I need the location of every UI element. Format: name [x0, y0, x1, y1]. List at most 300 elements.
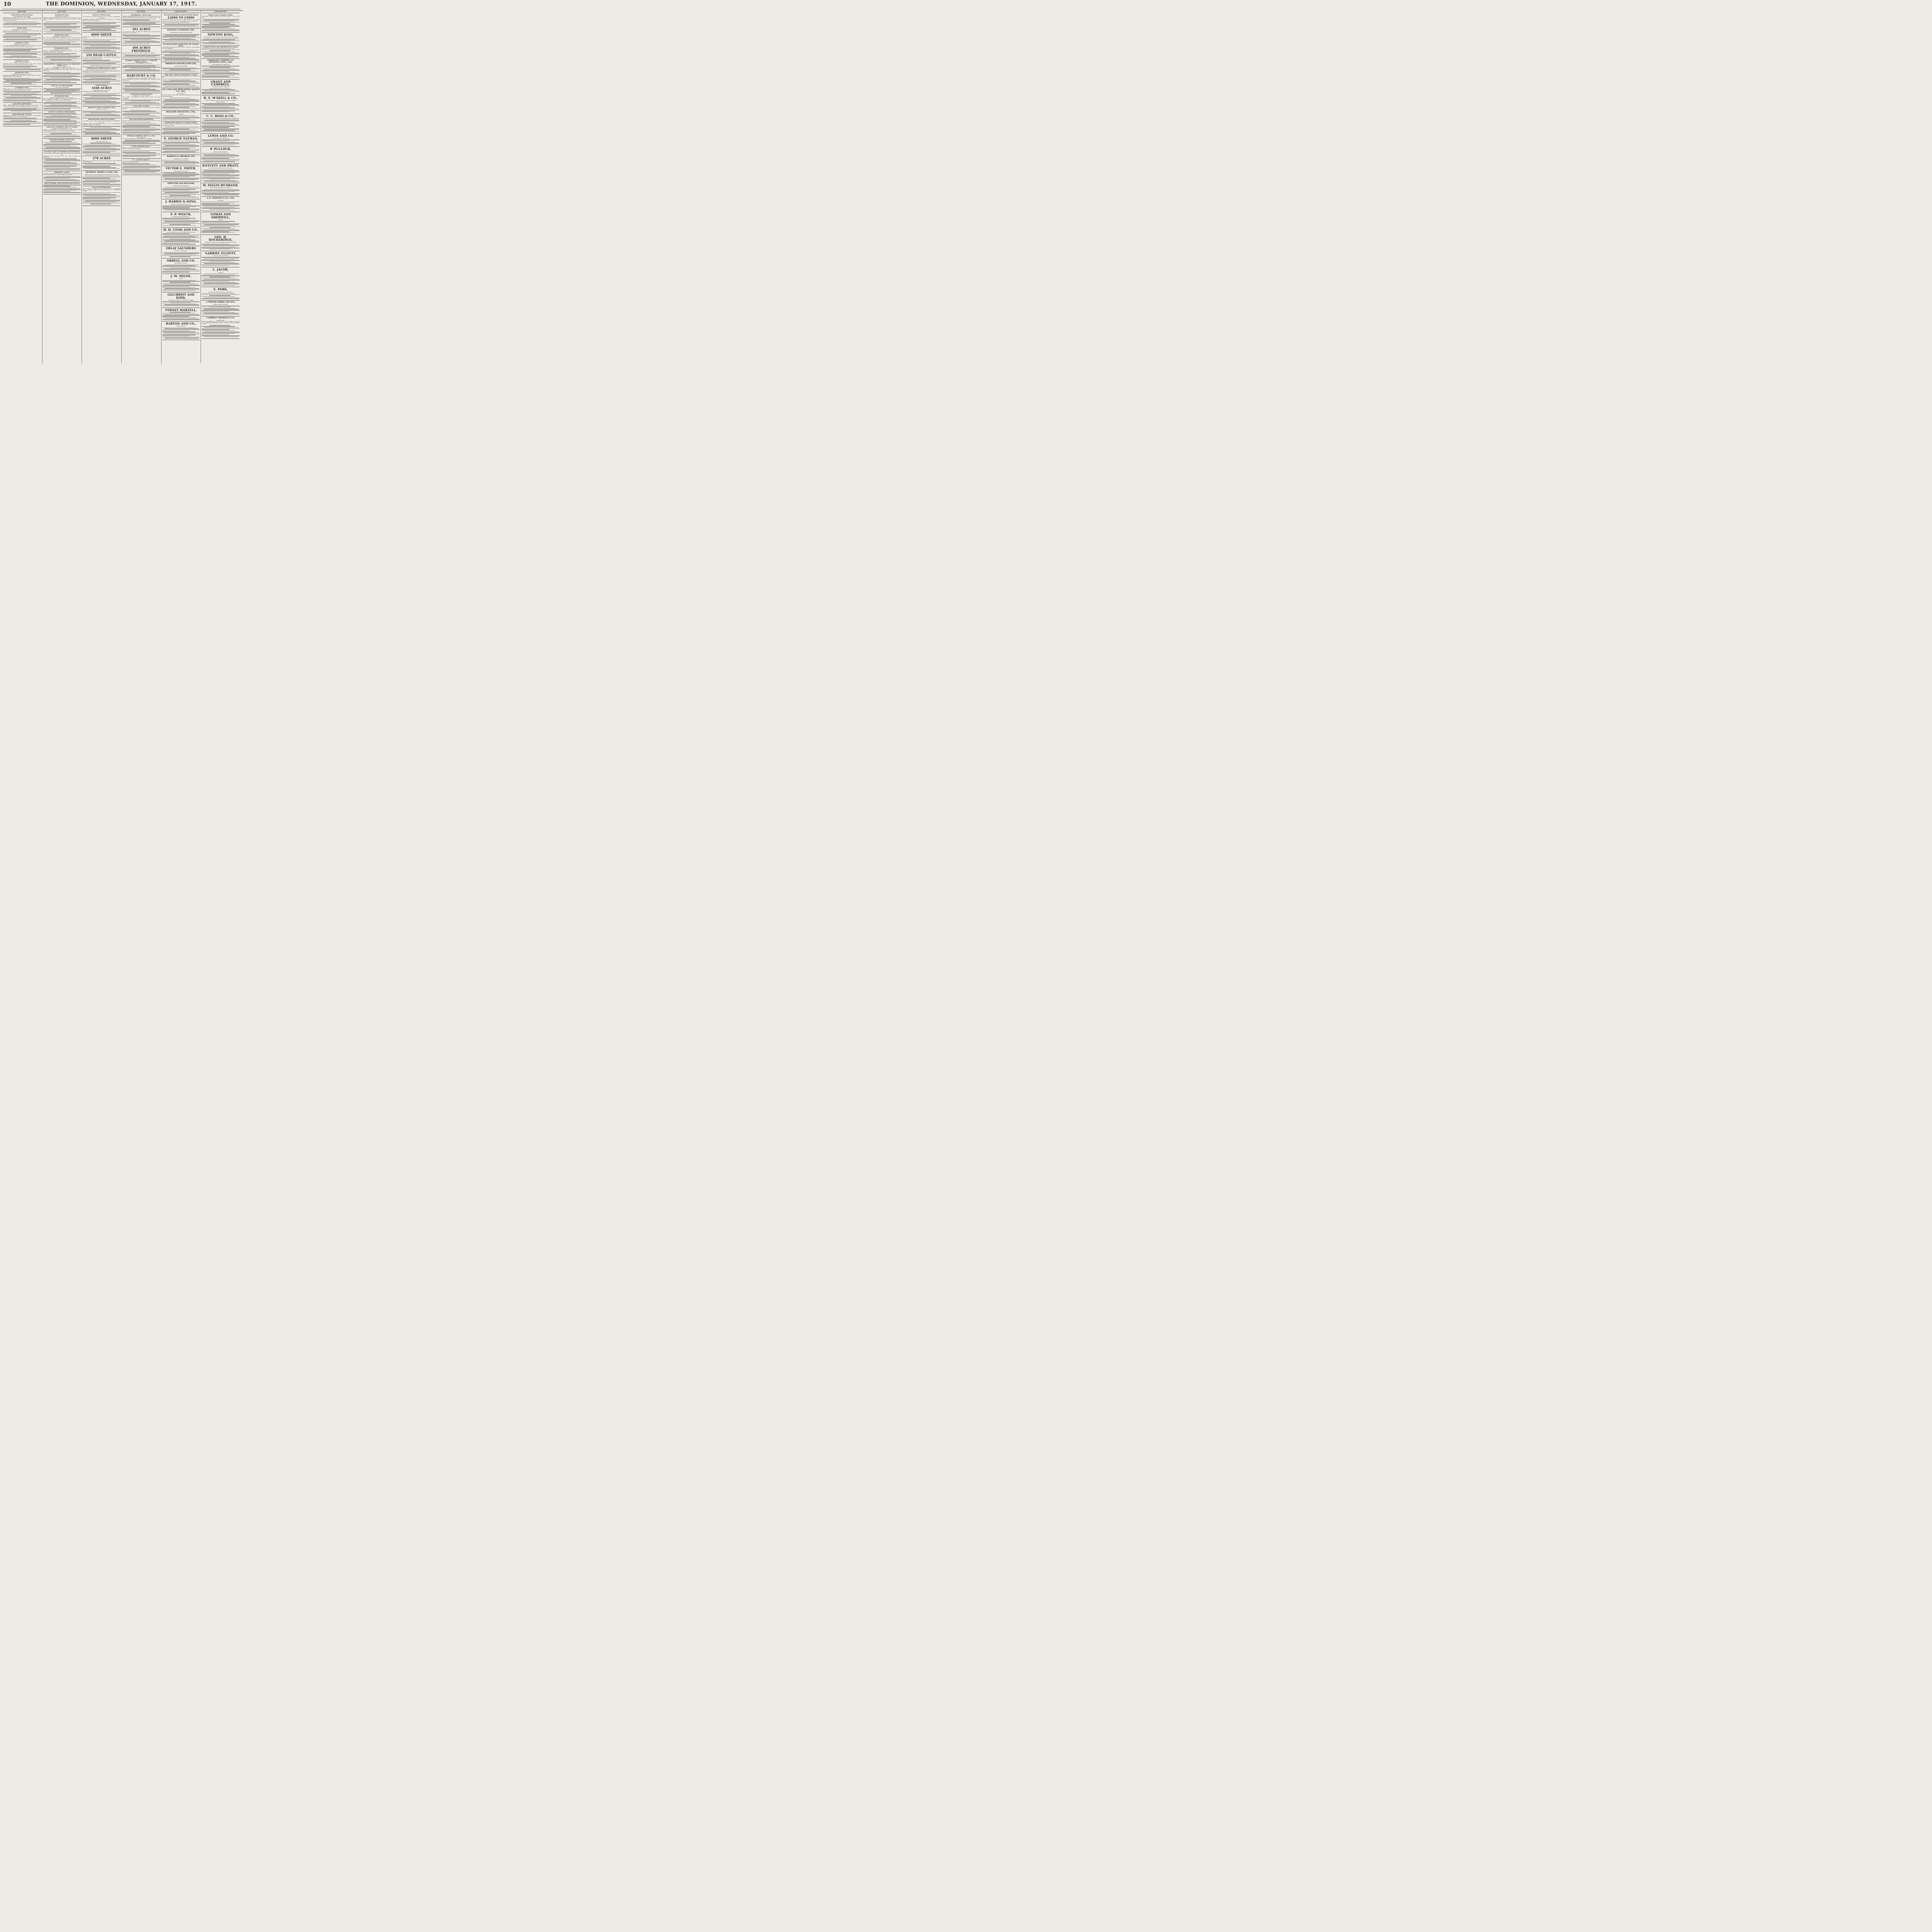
- body-copy-lines: [162, 68, 200, 72]
- text-line: [5, 97, 41, 98]
- text-line: [202, 157, 235, 158]
- ad-body: 650 ACRES, situated within 1 mile from Cheese Factory, 2 miles from rail.: [162, 75, 200, 78]
- text-line: [83, 130, 121, 131]
- column-heading: AUCTIONS.: [122, 11, 160, 13]
- ad-subtitle: LAND AGENTS, WANGANUI.: [213, 137, 229, 139]
- body-copy-lines: [3, 118, 41, 125]
- text-line: [204, 56, 239, 57]
- ad-subtitle: FEATHERSTON STREET, WELLINGTON.: [170, 32, 192, 34]
- text-line: [202, 76, 229, 77]
- text-line: [122, 115, 156, 116]
- advertisement: [162, 246, 200, 259]
- text-line: [162, 207, 189, 208]
- text-line: [3, 56, 37, 57]
- text-line: [202, 294, 240, 295]
- text-line: [3, 36, 31, 37]
- ad-subtitle: AGENTS, ETC., TE KUITI.: [174, 158, 188, 160]
- ad-title: APLEY ESTATE,: [95, 85, 108, 87]
- text-line: [162, 175, 196, 176]
- text-line: [202, 222, 229, 223]
- text-line: [83, 44, 121, 45]
- ad-display-text: W. INGLIS HUSBAND,: [203, 184, 239, 187]
- text-line: [170, 195, 190, 196]
- text-line: [43, 72, 70, 73]
- advertisement: [202, 96, 240, 114]
- text-line: [3, 50, 31, 51]
- body-copy-lines: [202, 170, 240, 182]
- text-line: [122, 38, 160, 39]
- text-line: [46, 56, 80, 57]
- text-line: [83, 64, 121, 65]
- text-line: [43, 116, 77, 117]
- text-line: [202, 159, 240, 160]
- ad-body: N.Z. LOAN AND MERCANTILE AGENCY CO., LTD., will offer for sale at 1 p.m. the following— 300 2 and 4-tooth wethers (good).: [3, 45, 41, 48]
- text-line: [83, 30, 116, 31]
- text-line: [165, 328, 199, 329]
- ad-title: NO REASONABLE OFFER WILL BE TURNED DOWN.: [163, 44, 199, 47]
- body-copy-lines: [162, 301, 200, 306]
- ad-title: MURRAY, ROBERTS AND CO., LIMITED, WELLINGTON,: [125, 60, 158, 63]
- body-copy-lines: [202, 293, 240, 299]
- advertisement: [202, 14, 240, 32]
- advertisement: [122, 93, 160, 105]
- text-line: [83, 166, 110, 167]
- ad-display-text: LEWIS AND CO.: [207, 134, 234, 138]
- text-line: [46, 117, 80, 118]
- text-line: [165, 288, 199, 289]
- text-line: [202, 329, 229, 330]
- text-line: [162, 289, 200, 290]
- body-copy-lines: [162, 172, 200, 180]
- text-line: [85, 168, 120, 169]
- ad-title: WE HAVE SEVERAL CLIENTS WITH FROM: [164, 14, 198, 16]
- text-line: [125, 124, 160, 125]
- advertisement: [162, 122, 200, 136]
- text-line: [162, 283, 196, 284]
- text-line: [162, 265, 196, 266]
- body-copy-lines: [202, 139, 240, 145]
- text-line: [85, 133, 120, 134]
- text-line: [162, 146, 200, 147]
- ad-subtitle: CLEARING SALE. TABLELANDS, MARTINBOROUGH. FEBRUARY 17, 1917.: [83, 120, 120, 123]
- ad-subtitle: LUNCHEON PROVIDED.: [55, 87, 69, 88]
- body-copy-lines: [122, 65, 160, 72]
- ad-title: IMPORTANT SUBDIVISIONAL SALE.: [87, 68, 116, 70]
- column-heading: LAND NOTICES.: [162, 11, 200, 13]
- ad-title: STOCK FOR FREEZING.: [92, 187, 111, 188]
- ad-display-text: ABRAHAM AND WILLIAMS LTD.,: [165, 63, 197, 65]
- text-line: [43, 75, 77, 76]
- text-line: [202, 74, 240, 75]
- advertisement: [202, 235, 240, 251]
- ad-subtitle: EXCEPTIONALLY EASY TERMS.: [132, 95, 150, 97]
- text-line: [202, 262, 235, 263]
- text-line: [46, 143, 80, 144]
- ad-subtitle: WEDNESDAY, 17th JANUARY, 1917.: [12, 29, 32, 31]
- advertisement: [43, 34, 81, 47]
- body-copy-lines: [83, 22, 121, 31]
- ad-subtitle: FRIDAY, 19th JANUARY, 1917.: [14, 44, 31, 46]
- ad-display-text: SYDNEY MARTELL,: [165, 308, 197, 312]
- column-5: [161, 11, 201, 363]
- column-container: [2, 11, 240, 363]
- body-copy-lines: [162, 127, 200, 134]
- text-line: [202, 335, 240, 336]
- text-line: [165, 318, 199, 319]
- ad-display-text: ORBELL AND CO.: [167, 259, 196, 262]
- ad-title: WAIKANAE SALE.: [55, 47, 69, 49]
- body-copy-lines: [202, 66, 240, 78]
- text-line: [209, 50, 230, 51]
- text-line: [90, 127, 111, 128]
- text-line: [165, 40, 199, 41]
- text-line: [83, 192, 121, 193]
- body-copy-lines: [202, 221, 240, 233]
- text-line: [165, 284, 199, 285]
- text-line: [90, 96, 111, 97]
- text-line: [122, 151, 150, 152]
- body-copy-lines: [202, 88, 240, 94]
- advertisement: [43, 85, 81, 95]
- text-line: [83, 194, 116, 195]
- ad-subtitle: LAND AGENTS AND AUCTIONEERS, WELLINGTON.: [126, 77, 156, 79]
- ad-subtitle: TAKAPAU.: [218, 219, 224, 221]
- body-copy-lines: [3, 48, 41, 58]
- text-line: [204, 194, 239, 195]
- text-line: [83, 165, 121, 166]
- ad-title: LUNCHEON PROVIDED.: [12, 103, 32, 105]
- ad-subtitle: STOCK AND STATION AGENT, WANGANUI.: [208, 291, 233, 293]
- text-line: [122, 126, 150, 127]
- text-line: [162, 319, 200, 320]
- ad-subtitle: LAND & ESTATE AGENTS, 18 FEATHERSTON STREET, WELLINGTON.: [205, 100, 236, 103]
- text-line: [43, 158, 77, 159]
- text-line: [85, 102, 120, 103]
- body-copy-lines: [3, 108, 41, 111]
- text-line: [202, 107, 235, 108]
- body-copy-lines: [83, 192, 121, 204]
- body-copy-lines: [43, 22, 81, 32]
- ad-subtitle: THURSDAY, 25th JANUARY, 1917.: [53, 66, 71, 68]
- body-copy-lines: [43, 102, 81, 109]
- ad-display-text: J. M. MILNE,: [170, 274, 192, 278]
- ad-display-text: THOMSON, BROWN & EAST, LTD.: [85, 171, 118, 173]
- ad-subtitle: HARDY STREET, NELSON.: [213, 304, 228, 306]
- ad-subtitle: AT THE FARM, 1-MILE FROM SHANNON. FRIDAY, 2nd FEBRUARY, 1917.: [43, 152, 81, 156]
- body-copy-lines: [162, 160, 200, 165]
- masthead: [0, 0, 243, 11]
- text-line: [202, 223, 240, 224]
- ad-title: CLEARING SALE.: [15, 87, 29, 88]
- text-line: [162, 255, 200, 256]
- text-line: [122, 35, 160, 36]
- text-line: [85, 154, 120, 155]
- ad-subtitle: LEVIN.: [179, 278, 183, 280]
- text-line: [162, 301, 200, 302]
- text-line: [204, 170, 239, 171]
- text-line: [162, 236, 196, 237]
- text-line: [162, 287, 196, 288]
- ad-subtitle: THURSDAY, JANUARY 18.: [54, 16, 70, 17]
- text-line: [202, 30, 240, 31]
- ad-display-text: LOMAX AND SHERWILL,: [210, 213, 231, 219]
- text-line: [202, 105, 240, 106]
- ad-subtitle: PALMERSTON NORTH.: [174, 65, 188, 67]
- body-copy-lines: [83, 60, 121, 66]
- ad-display-text: GILCHRIST AND KIDD,: [167, 293, 195, 299]
- text-line: [3, 53, 37, 54]
- body-copy-lines: [162, 252, 200, 257]
- advertisement: [202, 46, 240, 59]
- text-line: [165, 197, 199, 198]
- ad-title: HINAKURA SALE.: [15, 72, 29, 74]
- text-line: [209, 227, 230, 228]
- ad-display-text: L. JACOB,: [213, 268, 229, 272]
- ad-title: YOUR OPPORTUNITY!!!: [132, 146, 151, 148]
- ad-display-text: A. H. ATKINSON & CO., LTD.,: [206, 197, 235, 199]
- text-line: [162, 68, 200, 69]
- ad-display-text: HARCOURT & CO.: [127, 73, 156, 77]
- text-line: [125, 116, 160, 117]
- text-line: [125, 153, 160, 154]
- text-line: [122, 129, 160, 130]
- ad-display-text: H. F. M'NEILL & CO.,: [203, 96, 238, 100]
- text-line: [202, 125, 240, 126]
- text-line: [162, 151, 196, 152]
- text-line: [122, 125, 160, 126]
- ad-body: Or their Representatives at MASTERTON or FEILDING.: [122, 63, 152, 65]
- text-line: [204, 69, 239, 70]
- ad-body: 70 yearling Polled Angus-Shorthorn cross steers. Light Luncheon Provided. A. J. COOPER, Auctioneer.: [83, 56, 121, 60]
- text-line: [204, 327, 239, 328]
- column-heading: AUCTIONS.: [83, 11, 121, 13]
- advertisement: [3, 113, 41, 126]
- text-line: [202, 161, 235, 162]
- ad-display-text: 392 ACRES: [132, 27, 151, 31]
- text-line: [202, 127, 229, 128]
- ad-title: P. L. LOMAX AND CO.,: [132, 159, 150, 161]
- text-line: [43, 76, 81, 77]
- text-line: [43, 144, 81, 145]
- text-line: [130, 25, 151, 26]
- ad-title: ATTRACTIVE HOME AT GOLDIE'S BRAE.: [165, 122, 197, 124]
- text-line: [83, 28, 121, 29]
- body-copy-lines: [83, 126, 121, 135]
- ad-display-text: GRIFFITHS AND WILLIAMS,: [167, 182, 195, 185]
- ad-body: OWING to ill-health, Mr. Lionel Drewitt has instructed the N.Z. LOAN & MERCANTILE AGENCY CO., LTD., to sell on the Property.: [43, 129, 81, 132]
- text-line: [209, 88, 230, 89]
- body-copy-lines: [83, 163, 121, 169]
- ad-subtitle: APLEY ESTATE. TUESDAY, 30th JANUARY, 1917, At 2 p.m.: [85, 69, 118, 71]
- text-line: [43, 80, 81, 81]
- text-line: [3, 37, 41, 38]
- ad-title: PAHIATUA SALE.: [15, 60, 29, 62]
- text-line: [162, 317, 196, 318]
- ad-subtitle: MONDAY, JANUARY 29th, At 12.30 o'clock.: [50, 97, 74, 99]
- text-line: [122, 155, 156, 156]
- body-copy-lines: [43, 88, 81, 93]
- text-line: [202, 314, 240, 315]
- advertisement: [3, 87, 41, 103]
- body-copy-lines: [162, 22, 200, 27]
- body-copy-lines: [122, 54, 160, 58]
- ad-body: WRIGHT, STEPHENSON AND CO., LTD., will sell as above (in Messrs. Sutherland Bros.' Yards), Hinakura.: [3, 75, 41, 78]
- ad-title: FOR FURTHER LAND NOTICES SEE PAGE 8: [44, 183, 80, 185]
- text-line: [83, 100, 110, 101]
- ad-display-text: 6000 SHEEP.: [91, 32, 112, 36]
- ad-title: UNRESERVED CLEARING SALE OF BREEDING EWES, ETC.: [43, 63, 81, 66]
- advertisement: [162, 74, 200, 88]
- ad-body: 1100 ACRES, comprising Sections 10 and 11, Block VI., Awarua Parish, County of Rangitikei.: [162, 46, 200, 49]
- advertisement: [122, 73, 160, 94]
- text-line: [3, 68, 41, 69]
- text-line: [202, 75, 235, 76]
- text-line: [11, 120, 32, 121]
- text-line: [202, 191, 235, 192]
- text-line: [43, 88, 81, 89]
- advertisement: [43, 47, 81, 63]
- ad-display-text: S. GEORGE NATHAN,: [164, 136, 198, 140]
- ad-title: PAHIATUA SALE.: [15, 42, 29, 44]
- ad-subtitle: LAND AGENT, PAHIATUA.: [213, 151, 228, 153]
- text-line: [83, 167, 116, 168]
- text-line: [122, 69, 156, 70]
- advertisement: [83, 67, 121, 87]
- text-line: [204, 258, 239, 259]
- text-line: [202, 54, 229, 55]
- text-line: [165, 59, 199, 60]
- text-line: [122, 54, 160, 55]
- column-heading: AUCTIONS.: [3, 11, 41, 13]
- advertisement: [202, 134, 240, 147]
- ad-title: PRELIMINARY ANNOUNCEMENT.: [88, 118, 116, 120]
- advertisement: [43, 14, 81, 34]
- ad-subtitle: BOX 201, WANGANUI.: [175, 250, 187, 252]
- ad-display-text: IMLAY SAUNDERS: [166, 246, 196, 250]
- body-copy-lines: [162, 50, 200, 61]
- text-line: [165, 145, 199, 146]
- body-copy-lines: [162, 34, 200, 42]
- text-line: [3, 84, 37, 85]
- body-copy-lines: [122, 19, 160, 26]
- advertisement: [122, 46, 160, 60]
- text-line: [202, 39, 235, 40]
- text-line: [130, 39, 151, 40]
- text-line: [83, 81, 121, 82]
- advertisement: [43, 111, 81, 126]
- text-line: [83, 99, 121, 100]
- body-copy-lines: [202, 257, 240, 266]
- ad-title: IMPORTANT LAND SALE.: [131, 14, 152, 16]
- ad-body: Or their Representatives at MASTERTON or FEILDING.: [122, 138, 152, 139]
- text-line: [122, 156, 150, 157]
- text-line: [202, 92, 229, 93]
- text-line: [3, 39, 37, 40]
- column-4: [121, 11, 161, 363]
- body-copy-lines: [43, 141, 81, 149]
- ad-subtitle: THURSDAY, 18th JANUARY, 1917.: [53, 36, 71, 38]
- advertisement: [83, 32, 121, 53]
- text-line: [162, 22, 189, 23]
- advertisement: [162, 166, 200, 182]
- text-line: [162, 41, 200, 42]
- ad-body: WE have been favoured with instructions from the Executor of the Estate of the late Godfrey Lassen to sell these Farms.: [122, 120, 160, 123]
- text-line: [202, 333, 235, 334]
- ad-title: MURRAY, ROBERTS AND CO., LTD.,: [127, 135, 156, 137]
- ad-title: FURTHER ENTRIES SOLICITED.: [49, 139, 75, 141]
- text-line: [43, 146, 77, 147]
- text-line: [162, 174, 200, 175]
- ad-display-text: WAIRARAPA FARMERS' CO-OPERATIVE ASSN., LTD.,: [207, 60, 234, 64]
- text-line: [202, 210, 235, 211]
- body-copy-lines: [202, 153, 240, 162]
- text-line: [162, 188, 200, 189]
- ad-subtitle: ESTATE AGENT, MASTERTON.: [172, 216, 190, 218]
- ad-display-text: CAMPBELL THOMSON & CO.,: [206, 317, 235, 319]
- advertisement: [162, 274, 200, 293]
- ad-display-text: E. PARK,: [213, 287, 228, 291]
- body-copy-lines: [43, 176, 81, 181]
- text-line: [202, 328, 240, 329]
- body-copy-lines: [3, 22, 41, 25]
- text-line: [43, 102, 77, 103]
- advertisement: [202, 147, 240, 163]
- text-line: [46, 188, 80, 189]
- advertisement: [202, 80, 240, 96]
- text-line: [51, 77, 71, 78]
- advertisement: [3, 71, 41, 86]
- text-line: [162, 108, 200, 109]
- text-line: [204, 263, 239, 264]
- ad-subtitle: Auctioneer and Estate Agent, 113-115 CUSTOMHOUSE QUAY.: [163, 140, 199, 142]
- ad-title: FOR SALE—CHOICE MANAWATU LANDS.: [164, 74, 198, 76]
- body-copy-lines: [202, 48, 240, 57]
- text-line: [204, 90, 239, 91]
- text-line: [204, 104, 239, 105]
- body-copy-lines: [202, 19, 240, 31]
- text-line: [162, 142, 200, 143]
- ad-subtitle: DANNEVIRKE.: [216, 319, 225, 321]
- advertisement: [162, 308, 200, 321]
- text-line: [202, 332, 240, 333]
- text-line: [202, 139, 240, 140]
- ad-subtitle: OTAKI RAILWAY.: [176, 325, 186, 327]
- text-line: [202, 131, 240, 132]
- advertisement: [162, 88, 200, 110]
- body-copy-lines: [162, 233, 200, 244]
- column-2: [42, 11, 82, 363]
- body-copy-lines: [162, 218, 200, 226]
- advertisement: [3, 27, 41, 42]
- text-line: [83, 132, 116, 133]
- body-copy-lines: [122, 110, 160, 117]
- ad-display-text: 8000 SHEEP.: [91, 137, 112, 141]
- text-line: [165, 86, 199, 87]
- ad-body: MESSRS. WRIGHT, STEPHENSON AND CO., LTD., and WAIRARAPA FARMERS' ASSN., LTD., will offer.: [83, 122, 121, 126]
- ad-body: ABRAHAM AND WILLIAMS, LTD., have been favoured with instructions.: [43, 155, 81, 158]
- text-line: [83, 197, 116, 198]
- body-copy-lines: [162, 312, 200, 320]
- advertisement: [202, 316, 240, 339]
- text-line: [3, 100, 37, 101]
- text-line: [83, 131, 110, 132]
- text-line: [162, 191, 200, 192]
- text-line: [202, 228, 235, 229]
- text-line: [3, 94, 41, 95]
- ad-subtitle: MARTON AND MARTON JUNCTION.: [171, 203, 191, 205]
- ad-title: TWO SPLENDID PROPERTIES.: [129, 119, 154, 121]
- text-line: [202, 312, 235, 313]
